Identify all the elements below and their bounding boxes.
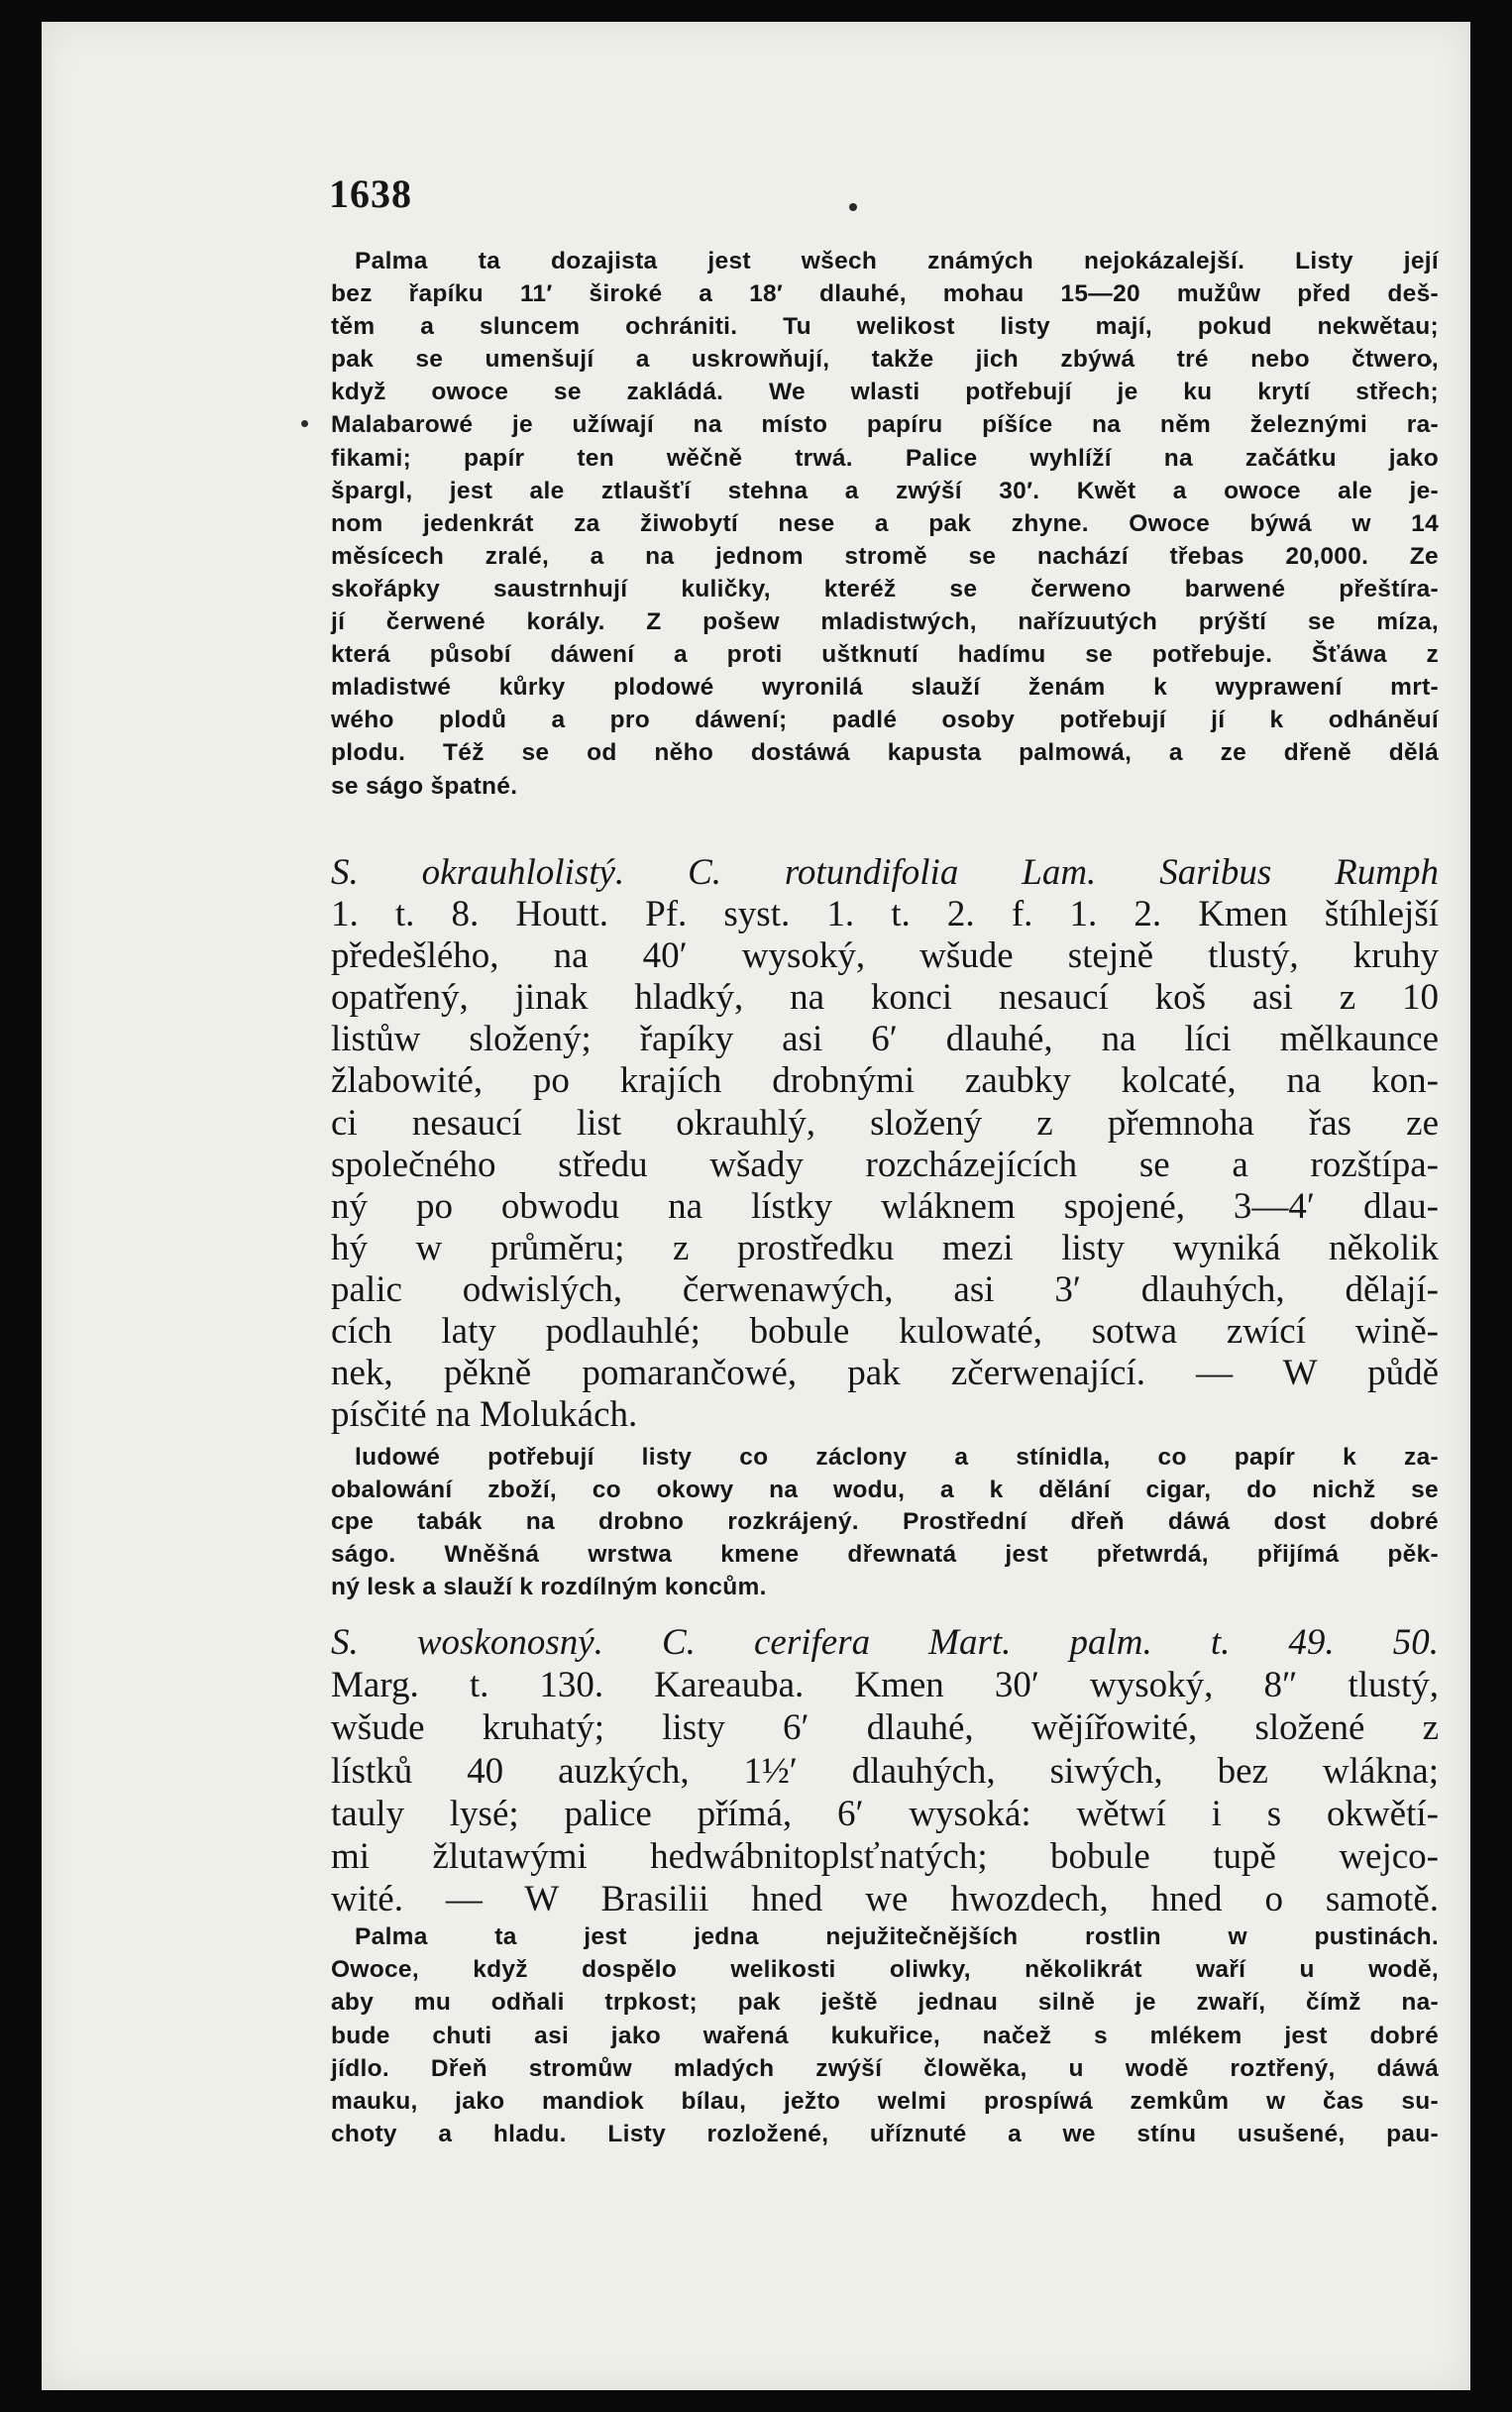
text-line: mauku, jako mandiok bílau, ježto welmi prospíwá zemkům w čas su- [331, 2088, 1439, 2116]
text-line: aby mu odňali trpkost; pak ještě jednau silně je zwaří, čímž na- [331, 1989, 1439, 2017]
species-name: S. woskonosný. C. cerifera Mart. palm. t. 49. 50. [331, 1622, 1439, 1663]
text-line: jí čerwené korály. Z pošew mladistwých, nařízuutých prýští se míza, [331, 608, 1439, 636]
text-line: bude chuti asi jako wařená kukuřice, načež s mlékem jest dobré [331, 2022, 1439, 2049]
text-line: 1. t. 8. Houtt. Pf. syst. 1. t. 2. f. 1. 2. Kmen štíhlejší [331, 894, 1439, 935]
text-line: Malabarowé je užíwají na místo papíru píšíce na něm železnými ra- [331, 411, 1439, 439]
print-speck [301, 420, 308, 427]
text-line: se ságo špatné. [331, 772, 518, 800]
text-line: listůw složený; řapíky asi 6′ dlauhé, na líci mělkaunce [331, 1019, 1439, 1060]
text-line: předešlého, na 40′ wysoký, wšude stejně tlustý, kruhy [331, 935, 1439, 977]
palm-notes-paragraph [331, 1920, 1439, 2150]
page-number: 1638 [329, 171, 412, 216]
species-entry-okrauhlolisty [331, 852, 1439, 1436]
text-line: bez řapíku 11′ široké a 18′ dlauhé, mohau 15—20 mužůw před deš- [331, 280, 1439, 308]
text-line: wité. — W Brasilii hned we hwozdech, hned o samotě. [331, 1879, 1439, 1920]
text-line: Palma ta dozajista jest wšech známých nejokázalejší. Listy její [355, 248, 1439, 274]
text-line: pak se umenšují a uskrowňují, takže jich zbýwá tré nebo čtwero, [331, 346, 1439, 374]
text-line: wého plodů a pro dáwení; padlé osoby potřebují jí k odháněuí [331, 707, 1439, 734]
text-line: choty a hladu. Listy rozložené, uříznuté a we stínu usušené, pau- [331, 2121, 1439, 2148]
print-speck [849, 203, 857, 211]
species-heading-line [331, 852, 1439, 894]
species-name: S. okrauhlolistý. C. rotundifolia Lam. Saribus Rumph [331, 852, 1439, 893]
text-line: žlabowité, po krajích drobnými zaubky kolcaté, na kon- [331, 1060, 1439, 1102]
text-line: hý w průměru; z prostředku mezi listy wyniká několik [331, 1227, 1439, 1268]
text-line: nek, pěkně pomarančowé, pak zčerwenající. — W půdě [331, 1353, 1439, 1394]
text-line: mi žlutawými hedwábnitoplsťnatých; bobule tupě wejco- [331, 1836, 1439, 1878]
text-line: Owoce, když dospělo welikosti oliwky, několikrát waří u wodě, [331, 1956, 1439, 1984]
text-line: skořápky saustrnhují kuličky, kteréž se čerweno barwené přeštíra- [331, 575, 1439, 603]
text-line: ný po obwodu na lístky wláknem spojené, 3—4′ dlau- [331, 1185, 1439, 1227]
text-line: která působí dáwení a proti uštknutí hadímu se potřebuje. Šťáwa z [331, 641, 1439, 669]
text-line: ci nesaucí list okrauhlý, složený z přemnoha řas ze [331, 1102, 1439, 1144]
text-line: společného středu wšady rozcházejících se a rozštípa- [331, 1144, 1439, 1185]
palm-notes-paragraph [331, 1442, 1439, 1604]
text-line: špargl, jest ale ztlaušťí stehna a zwýší 30′. Kwět a owoce ale je- [331, 477, 1439, 504]
text-line: těm a sluncem ochrániti. Tu welikost listy mají, pokud nekwětau; [331, 313, 1439, 341]
text-line: jídlo. Dřeň stromůw mladých zwýší člowěka, u wodě roztřený, dáwá [331, 2054, 1439, 2082]
text-line: lístků 40 auzkých, 1½′ dlauhých, siwých, bez wlákna; [331, 1750, 1439, 1792]
text-line: Palma ta jest jedna nejužitečnějších rostlin w pustinách. [355, 1923, 1439, 1950]
text-line: palic odwislých, čerwenawých, asi 3′ dlauhých, dělají- [331, 1268, 1439, 1310]
text-line: nom jedenkrát za žiwobytí nese a pak zhyne. Owoce býwá w 14 [331, 509, 1439, 537]
text-line: Marg. t. 130. Kareauba. Kmen 30′ wysoký, 8″ tlustý, [331, 1665, 1439, 1706]
text-line: cích laty podlauhlé; bobule kulowaté, sotwa zwící wině- [331, 1311, 1439, 1353]
text-line: cpe tabák na drobno rozkrájený. Prostřední dřeň dáwá dost dobré [331, 1508, 1439, 1536]
species-entry-woskonosny [331, 1621, 1439, 1920]
text-line: písčité na Molukách. [331, 1394, 638, 1436]
text-line: plodu. Též se od něho dostáwá kapusta palmowá, a ze dřeně dělá [331, 739, 1439, 767]
text-line: tauly lysé; palice přímá, 6′ wysoká: wětwí i s okwětí- [331, 1793, 1439, 1834]
text-line: měsícech zralé, a na jednom stromě se nachází třebas 20,000. Ze [331, 542, 1439, 570]
palm-notes-paragraph [331, 245, 1439, 803]
text-line: když owoce se zakládá. We wlasti potřebují je ku krytí střech; [331, 379, 1439, 406]
text-line: wšude kruhatý; listy 6′ dlauhé, wějířowité, složené z [331, 1707, 1439, 1749]
text-line: ságo. Wněšná wrstwa kmene dřewnatá jest přetwrdá, přijímá pěk- [331, 1541, 1439, 1569]
text-line: opatřený, jinak hladký, na konci nesaucí koš asi z 10 [331, 977, 1439, 1019]
book-page [42, 22, 1470, 2390]
species-heading-line [331, 1621, 1439, 1664]
text-line: ný lesk a slauží k rozdílným koncům. [331, 1573, 767, 1600]
text-line: ludowé potřebují listy co záclony a stínidla, co papír k za- [355, 1444, 1439, 1471]
text-line: mladistwé kůrky plodowé wyronilá slauží ženám k wyprawení mrt- [331, 674, 1439, 702]
text-line: fikami; papír ten wěčně trwá. Palice wyhlíží na začátku jako [331, 444, 1439, 472]
text-line: obalowání zboží, co okowy na wodu, a k dělání cigar, do nichž se [331, 1476, 1439, 1503]
